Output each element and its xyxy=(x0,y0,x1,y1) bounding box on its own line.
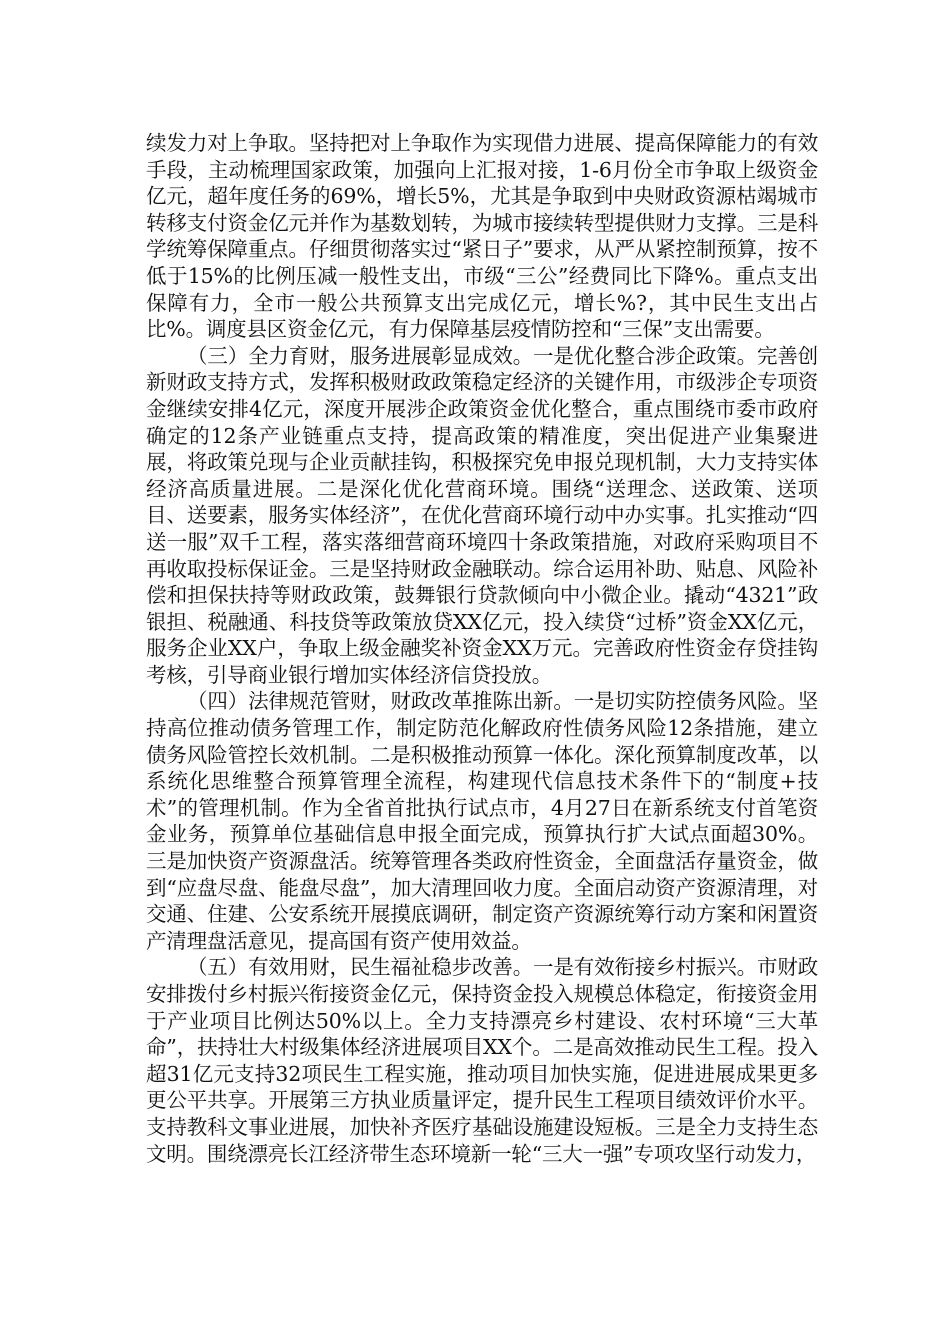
document-body xyxy=(146,130,818,1167)
paragraph-continuation: 续发力对上争取。坚持把对上争取作为实现借力进展、提高保障能力的有效手段，主动梳理国家政策，加强向上汇报对接，1-6月份全市争取上级资金亿元，超年度任务的69%，增长5%，尤其是争取到中央财政资源枯竭城市转移支付资金亿元并作为基数划转，为城市接续转型提供财力支撑。三是科学统筹保障重点。仔细贯彻落实过“紧日子”要求，从严从紧控制预算，按不低于15%的比例压减一般性支出，市级“三公”经费同比下降%。重点支出保障有力，全市一般公共预算支出完成亿元，增长%?，其中民生支出占比%。调度县区资金亿元，有力保障基层疫情防控和“三保”支出需要。 xyxy=(146,131,818,342)
paragraph-section-5: （五）有效用财，民生福祉稳步改善。一是有效衔接乡村振兴。市财政安排拨付乡村振兴衔接资金亿元，保持资金投入规模总体稳定，衔接资金用于产业项目比例达50%以上。全力支持漂亮乡村建设、农村环境“三大革命”，扶持壮大村级集体经济进展项目XX个。二是高效推动民生工程。投入超31亿元支持32项民生工程实施，推动项目加快实施，促进进展成果更多更公平共享。开展第三方执业质量评定，提升民生工程项目绩效评价水平。支持教科文事业进展，加快补齐医疗基础设施建设短板。三是全力支持生态文明。围绕漂亮长江经济带生态环境新一轮“三大一强”专项攻坚行动发力， xyxy=(146,955,818,1166)
paragraph-section-4: （四）法律规范管财，财政改革推陈出新。一是切实防控债务风险。坚持高位推动债务管理工作，制定防范化解政府性债务风险12条措施，建立债务风险管控长效机制。二是积极推动预算一体化。深化预算制度改革，以系统化思维整合预算管理全流程，构建现代信息技术条件下的“制度+技术”的管理机制。作为全省首批执行试点市，4月27日在新系统支付首笔资金业务，预算单位基础信息申报全面完成，预算执行扩大试点面超30%。三是加快资产资源盘活。统筹管理各类政府性资金，全面盘活存量资金，做到“应盘尽盘、能盘尽盘”，加大清理回收力度。全面启动资产资源清理，对交通、住建、公安系统开展摸底调研，制定资产资源统筹行动方案和闲置资产清理盘活意见，提高国有资产使用效益。 xyxy=(146,689,818,953)
paragraph-section-3: （三）全力育财，服务进展彰显成效。一是优化整合涉企政策。完善创新财政支持方式，发挥积极财政政策稳定经济的关键作用，市级涉企专项资金继续安排4亿元，深度开展涉企政策资金优化整合，重点围绕市委市政府确定的12条产业链重点支持，提高政策的精准度，突出促进产业集聚进展，将政策兑现与企业贡献挂钩，积极探究免申报兑现机制，大力支持实体经济高质量进展。二是深化优化营商环境。围绕“送理念、送政策、送项目、送要素，服务实体经济”，在优化营商环境行动中办实事。扎实推动“四送一服”双千工程，落实落细营商环境四十条政策措施，对政府采购项目不再收取投标保证金。三是坚持财政金融联动。综合运用补助、贴息、风险补偿和担保扶持等财政政策，鼓舞银行贷款倾向中小微企业。撬动“4321”政银担、税融通、科技贷等政策放贷XX亿元，投入续贷“过桥”资金XX亿元，服务企业XX户，争取上级金融奖补资金XX万元。完善政府性资金存贷挂钩考核，引导商业银行增加实体经济信贷投放。 xyxy=(146,343,818,687)
